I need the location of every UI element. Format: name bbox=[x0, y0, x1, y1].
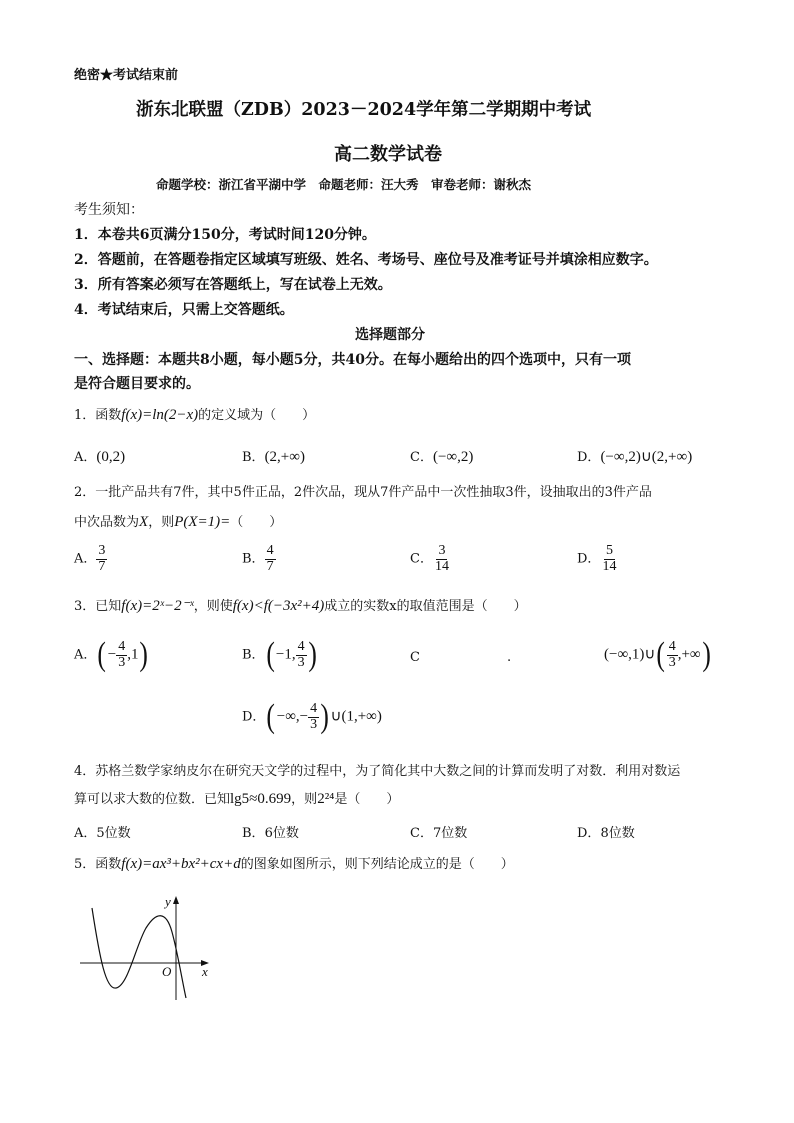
option-letter: C． bbox=[410, 551, 433, 567]
fraction: $\frac{5}{14}$ bbox=[602, 543, 617, 574]
q5-formula: f(x)=ax³+bx²+cx+d bbox=[121, 856, 241, 872]
option-text: (0,2) bbox=[96, 449, 126, 465]
notice-item: 2．答题前，在答题卷指定区域填写班级、姓名、考场号、座位号及准考证号并填涂相应数字。 bbox=[74, 252, 658, 268]
q1-option-d bbox=[577, 446, 692, 466]
q5-text: 5．函数 bbox=[74, 857, 122, 872]
y-axis-arrow bbox=[173, 896, 179, 904]
q3-text: 成立的实数x的取值范围是（ ） bbox=[324, 599, 527, 614]
q1-formula: f(x)=ln(2−x) bbox=[121, 407, 199, 423]
notice-item: 3．所有答案必须写在答题纸上，写在试卷上无效。 bbox=[74, 277, 392, 293]
q4-formula: lg5≈0.699 bbox=[230, 791, 292, 807]
q3-option-b: B．(−1, $\frac{4}{3}$ ) bbox=[242, 636, 317, 673]
x-axis-label: x bbox=[202, 964, 208, 979]
option-letter: B． bbox=[242, 551, 265, 567]
function-curve bbox=[92, 908, 186, 998]
q4-option-c: C．7位数 bbox=[410, 826, 468, 841]
q2-option-c bbox=[410, 544, 451, 574]
section-title: 选择题部分 bbox=[355, 327, 425, 343]
option-letter: A． bbox=[74, 647, 97, 663]
question-1-stem bbox=[74, 404, 315, 424]
notice-heading: 考生须知： bbox=[74, 202, 144, 218]
q1-option-a bbox=[74, 446, 125, 466]
question-2-stem-cont bbox=[74, 511, 282, 531]
origin-label: O bbox=[162, 964, 172, 979]
option-letter: B． bbox=[242, 647, 265, 663]
q2-text: ，则 bbox=[148, 515, 175, 530]
fraction: $\frac{4}{3}$ bbox=[297, 638, 305, 670]
exam-subtitle: 高二数学试卷 bbox=[334, 144, 442, 165]
q2-probability: P(X=1)= bbox=[174, 514, 231, 530]
q4-option-b: B．6位数 bbox=[242, 826, 299, 841]
q2-text: 中次品数为 bbox=[74, 515, 140, 530]
q4-option-d: D．8位数 bbox=[577, 826, 635, 841]
cubic-function-graph bbox=[76, 890, 216, 1005]
section-intro: 一、选择题：本题共8小题，每小题5分，共40分。在每小题给出的四个选项中，只有一项 bbox=[74, 352, 631, 368]
q3-option-c-dot: . bbox=[507, 650, 512, 665]
q3-option-c-letter: C bbox=[410, 650, 420, 665]
question-3-stem bbox=[74, 595, 527, 615]
fraction: $\frac{3}{14}$ bbox=[434, 543, 449, 574]
q2-option-a bbox=[74, 544, 107, 574]
fraction: $\frac{3}{7}$ bbox=[98, 543, 106, 574]
q2-option-d bbox=[577, 544, 618, 574]
option-letter: A． bbox=[74, 450, 97, 465]
q1-prefix: 1．函数 bbox=[74, 408, 122, 423]
option-text: (−∞,2)∪(2,+∞) bbox=[600, 449, 693, 465]
fraction: $\frac{4}{7}$ bbox=[266, 543, 274, 574]
q5-text: 的图象如图所示，则下列结论成立的是（ ） bbox=[240, 857, 514, 872]
q1-option-c bbox=[410, 446, 473, 466]
option-letter: D． bbox=[577, 450, 601, 465]
notice-item: 4．考试结束后，只需上交答题纸。 bbox=[74, 302, 294, 318]
option-letter: C． bbox=[410, 450, 433, 465]
q1-suffix: 的定义域为（ ） bbox=[198, 408, 316, 423]
option-letter: A． bbox=[74, 551, 97, 567]
fraction: $\frac{4}{3}$ bbox=[668, 638, 676, 670]
fraction: $\frac{4}{3}$ bbox=[310, 700, 318, 732]
exam-authors: 命题学校：浙江省平湖中学 命题老师：汪大秀 审卷老师：谢秋杰 bbox=[156, 177, 532, 192]
exam-title: 浙东北联盟（ZDB）2023－2024学年第二学期期中考试 bbox=[136, 100, 592, 120]
q4-text: ，则 bbox=[291, 792, 318, 807]
option-text: (−∞,2) bbox=[432, 449, 474, 465]
q3-inequality: f(x)<f(−3x²+4) bbox=[232, 598, 325, 614]
q2-text: （ ） bbox=[230, 515, 283, 530]
option-letter: B． bbox=[242, 450, 265, 465]
question-2-stem: 2．一批产品共有7件，其中5件正品，2件次品，现从7件产品中一次性抽取3件，设抽取出的3件产品 bbox=[74, 485, 652, 500]
section-intro-cont: 是符合题目要求的。 bbox=[74, 376, 200, 392]
q3-text: ，则使 bbox=[193, 599, 233, 614]
q3-formula: f(x)=2ˣ−2⁻ˣ bbox=[121, 598, 194, 614]
q3-option-a: A．(− $\frac{4}{3}$ ,1) bbox=[74, 636, 149, 673]
confidential-label: 绝密★考试结束前 bbox=[74, 68, 179, 83]
question-4-stem: 4．苏格兰数学家纳皮尔在研究天文学的过程中，为了简化其中大数之间的计算而发明了对数．利用对数运 bbox=[74, 764, 681, 779]
q3-option-c: (−∞,1)∪( $\frac{4}{3}$ ,+∞) bbox=[604, 636, 711, 673]
option-text: (2,+∞) bbox=[264, 449, 305, 465]
q2-variable: X bbox=[139, 514, 149, 530]
q4-text: 是（ ） bbox=[334, 792, 400, 807]
q4-power: 2²⁴ bbox=[317, 791, 335, 807]
option-letter: D． bbox=[577, 551, 601, 567]
fraction: $\frac{4}{3}$ bbox=[118, 638, 126, 670]
option-letter: D． bbox=[242, 709, 266, 725]
q4-text: 算可以求大数的位数．已知 bbox=[74, 792, 231, 807]
notice-item: 1．本卷共6页满分150分，考试时间120分钟。 bbox=[74, 227, 376, 243]
q2-option-b bbox=[242, 544, 276, 574]
question-5-stem bbox=[74, 853, 514, 873]
q3-option-d: D．(−∞,− $\frac{4}{3}$ )∪(1,+∞) bbox=[242, 698, 382, 735]
question-4-stem-cont bbox=[74, 788, 399, 808]
q1-option-b bbox=[242, 446, 305, 466]
q4-option-a: A．5位数 bbox=[74, 826, 131, 841]
y-axis-label: y bbox=[165, 894, 171, 909]
q3-text: 3．已知 bbox=[74, 599, 122, 614]
